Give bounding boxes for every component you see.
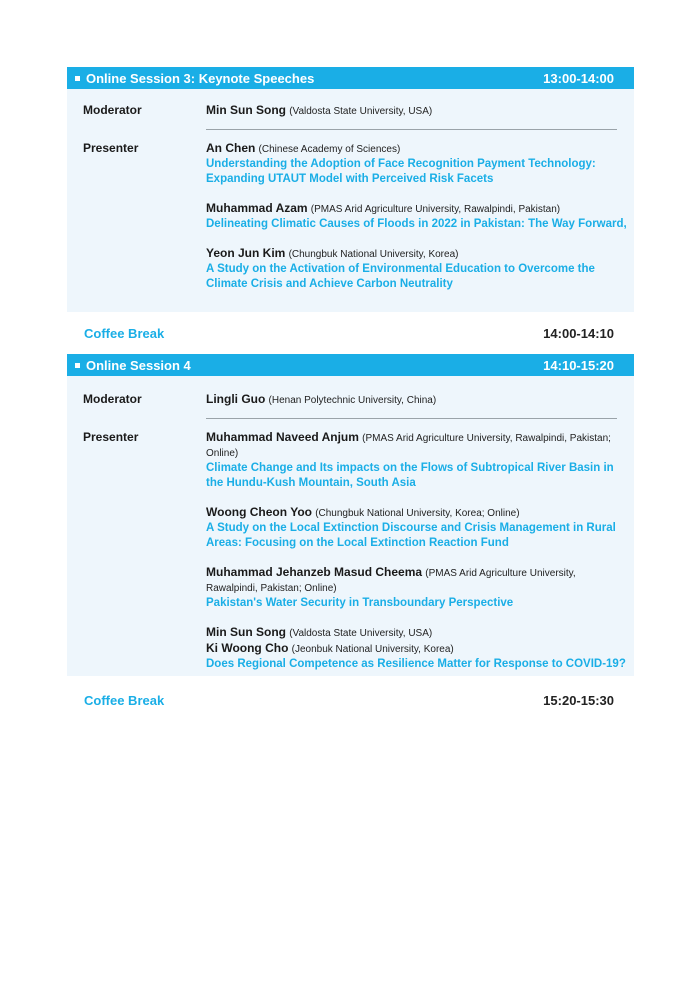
presenter-name: Muhammad Jehanzeb Masud Cheema xyxy=(206,565,423,579)
paper-title: Pakistan's Water Security in Transboundary Perspective xyxy=(206,597,514,609)
presenter-name: Woong Cheon Yoo xyxy=(206,505,312,519)
break-label: Coffee Break xyxy=(84,326,165,341)
paper-title: Understanding the Adoption of Face Recognition Payment Technology: Expanding UTAUT Model with Perceived Risk Facets xyxy=(206,158,596,185)
break-time: 15:20-15:30 xyxy=(543,693,614,708)
presenter-name: Muhammad Azam xyxy=(206,201,308,215)
list-item xyxy=(206,625,626,672)
presenter-name: Yeon Jun Kim xyxy=(206,246,286,260)
moderator-name: Min Sun Song xyxy=(206,103,286,117)
moderator-affiliation: (Henan Polytechnic University, China) xyxy=(268,395,437,406)
paper-title: A Study on the Activation of Environmental Education to Overcome the Climate Crisis and Achieve Carbon Neutrality xyxy=(206,263,595,290)
session-title: Online Session 4 xyxy=(86,357,191,373)
list-item xyxy=(206,430,621,491)
presenter-affiliation: (PMAS Arid Agriculture University, Rawalpindi, Pakistan; Online) xyxy=(206,433,611,459)
moderator-label: Moderator xyxy=(83,103,142,117)
bullet-icon xyxy=(75,76,80,81)
moderator-name: Lingli Guo xyxy=(206,392,266,406)
presenter-affiliation: (Valdosta State University, USA) xyxy=(289,628,433,639)
divider xyxy=(206,418,617,419)
coffee-break-1 xyxy=(84,326,614,341)
presenter-affiliation: (Chungbuk National University, Korea) xyxy=(288,249,459,260)
list-item xyxy=(206,201,627,232)
presenter-label: Presenter xyxy=(83,141,139,155)
break-time: 14:00-14:10 xyxy=(543,326,614,341)
paper-title: Delineating Climatic Causes of Floods in 2022 in Pakistan: The Way Forward, xyxy=(206,218,627,230)
list-item xyxy=(206,505,621,551)
session-4-body xyxy=(67,376,634,676)
coffee-break-2 xyxy=(84,693,614,708)
presenter-label: Presenter xyxy=(83,430,139,444)
paper-title: Does Regional Competence as Resilience Matter for Response to COVID-19? xyxy=(206,658,626,670)
presenter-affiliation: (Jeonbuk National University, Korea) xyxy=(291,644,454,655)
presenter-list xyxy=(206,430,626,686)
presenter-name: An Chen xyxy=(206,141,256,155)
presenter-name: Ki Woong Cho xyxy=(206,641,289,655)
presenter-affiliation: (PMAS Arid Agriculture University, Rawalpindi, Pakistan; Online) xyxy=(206,568,576,594)
session-title: Online Session 3: Keynote Speeches xyxy=(86,70,315,86)
session-4-header xyxy=(67,354,634,376)
break-label: Coffee Break xyxy=(84,693,165,708)
list-item xyxy=(206,141,621,187)
moderator-label: Moderator xyxy=(83,392,142,406)
list-item xyxy=(206,246,621,292)
presenter-name: Muhammad Naveed Anjum xyxy=(206,430,359,444)
presenter-name: Min Sun Song xyxy=(206,625,286,639)
session-3-header xyxy=(67,67,634,89)
paper-title: A Study on the Local Extinction Discourse and Crisis Management in Rural Areas: Focusing on the Local Extinction Reaction Fund xyxy=(206,522,616,549)
session-3-body xyxy=(67,89,634,312)
divider xyxy=(206,129,617,130)
moderator xyxy=(206,392,621,408)
moderator xyxy=(206,103,621,119)
session-time: 14:10-15:20 xyxy=(543,357,614,373)
presenter-list xyxy=(206,141,627,306)
session-time: 13:00-14:00 xyxy=(543,70,614,86)
bullet-icon xyxy=(75,363,80,368)
list-item xyxy=(206,565,621,611)
moderator-affiliation: (Valdosta State University, USA) xyxy=(289,106,433,117)
presenter-affiliation: (PMAS Arid Agriculture University, Rawalpindi, Pakistan) xyxy=(310,204,561,215)
presenter-affiliation: (Chungbuk National University, Korea; Online) xyxy=(315,508,520,519)
presenter-affiliation: (Chinese Academy of Sciences) xyxy=(258,144,401,155)
paper-title: Climate Change and Its impacts on the Flows of Subtropical River Basin in the Hundu-Kush Mountain, South Asia xyxy=(206,462,614,489)
